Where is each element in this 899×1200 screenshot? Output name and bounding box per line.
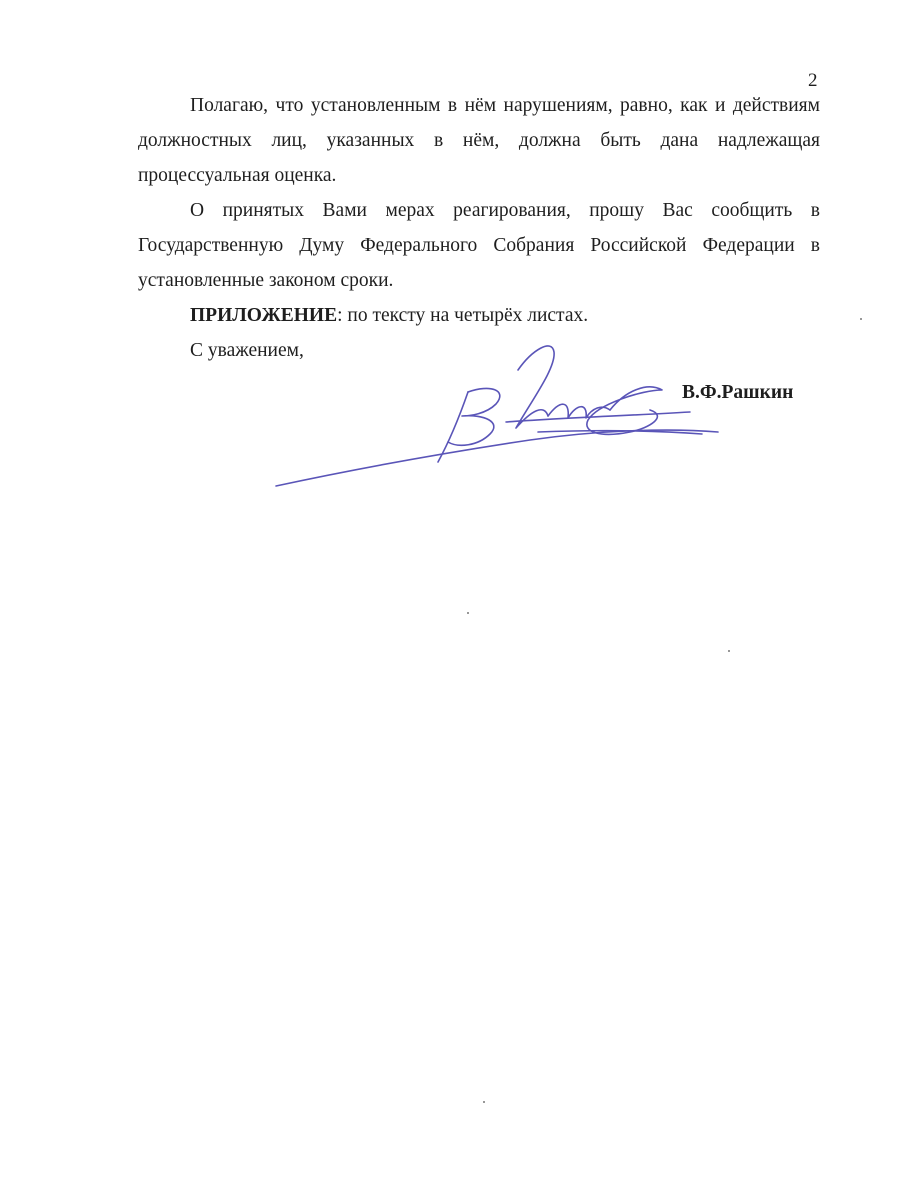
paragraph-assessment: Полагаю, что установленным в нём нарушениям, равно, как и действиям должностных лиц, указанных в нём, должна быть дана надлежащая процессуальная оценка. [138,95,820,186]
appendix-text: : по тексту на четырёх листах. [337,305,589,326]
scan-speck [467,612,469,614]
handwritten-signature [270,330,730,500]
scan-speck [483,1101,485,1103]
paragraph-response-request: О принятых Вами мерах реагирования, прошу Вас сообщить в Государственную Думу Федерального Собрания Российской Федерации в установленные законом сроки. [138,200,820,291]
scan-speck [728,650,730,652]
appendix-line [138,298,820,333]
page-number: 2 [808,70,818,91]
signer-name: В.Ф.Рашкин [682,382,794,403]
scan-speck [860,318,862,320]
closing-line: С уважением, [190,340,304,361]
appendix-label: ПРИЛОЖЕНИЕ [190,305,338,326]
